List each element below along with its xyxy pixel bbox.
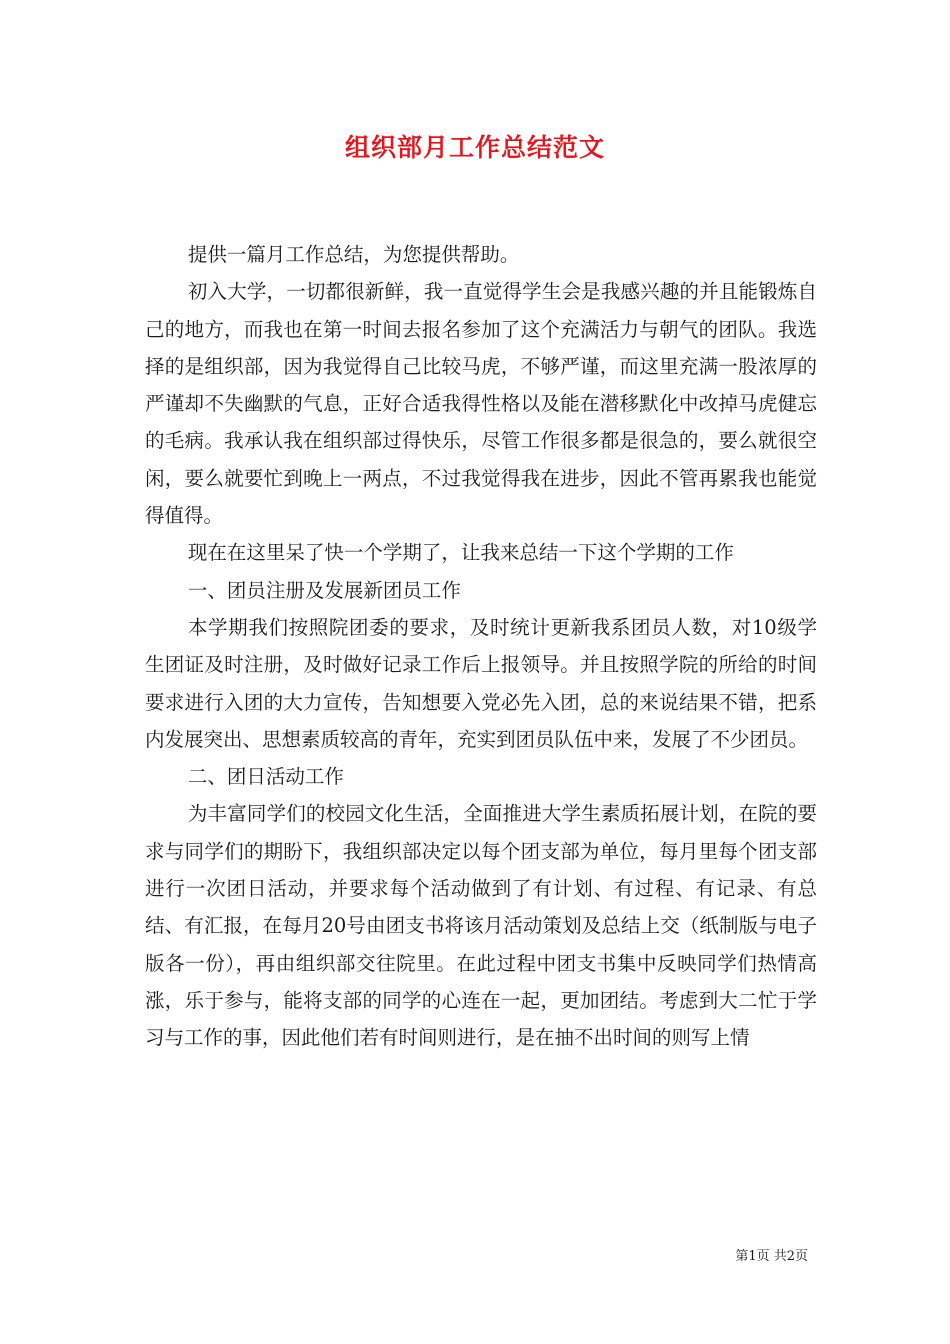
paragraph-intro: 提供一篇月工作总结，为您提供帮助。	[187, 243, 520, 266]
paragraph-1: 初入大学，一切都很新鲜，我一直觉得学生会是我感兴趣的并且能锻炼自己的地方，而我也在第一时间去报名参加了这个充满活力与朝气的团队。我选择的是组织部，因为我觉得自己比较马虎，不够严谨，而这里充满一股浓厚的严谨却不失幽默的气息，正好合适我得性格以及能在潜移默化中改掉马虎健忘的毛病。我承认我在组织部过得快乐，尽管工作很多都是很急的，要么就很空闲，要么就要忙到晚上一两点，不过我觉得我在进步，因此不管再累我也能觉得值得。	[145, 280, 817, 528]
section-heading-2: 二、团日活动工作	[187, 765, 344, 789]
paragraph-4: 为丰富同学们的校园文化生活，全面推进大学生素质拓展计划，在院的要求与同学们的期盼下，我组织部决定以每个团支部为单位，每月里每个团支部进行一次团日活动，并要求每个活动做到了有计划、有过程、有记录、有总结、有汇报，在每月20号由团支书将该月活动策划及总结上交（纸制版与电子版各一份），再由组织部交往院里。在此过程中团支书集中反映同学们热情高涨，乐于参与，能将支部的同学的心连在一起，更加团结。考虑到大二忙于学习与工作的事，因此他们若有时间则进行，是在抽不出时间的则写上情	[145, 802, 817, 1050]
page-number: 第1页 共2页	[735, 1249, 808, 1264]
section-heading-1: 一、团员注册及发展新团员工作	[187, 578, 461, 602]
document-body	[145, 236, 817, 1057]
document-title: 组织部月工作总结范文	[344, 133, 605, 162]
paragraph-3: 本学期我们按照院团委的要求，及时统计更新我系团员人数，对10级学生团证及时注册，及时做好记录工作后上报领导。并且按照学院的所给的时间要求进行入团的大力宣传，告知想要入党必先入团，总的来说结果不错，把系内发展突出、思想素质较高的青年，充实到团员队伍中来，发展了不少团员。	[145, 615, 817, 751]
paragraph-2: 现在在这里呆了快一个学期了，让我来总结一下这个学期的工作	[187, 541, 734, 565]
